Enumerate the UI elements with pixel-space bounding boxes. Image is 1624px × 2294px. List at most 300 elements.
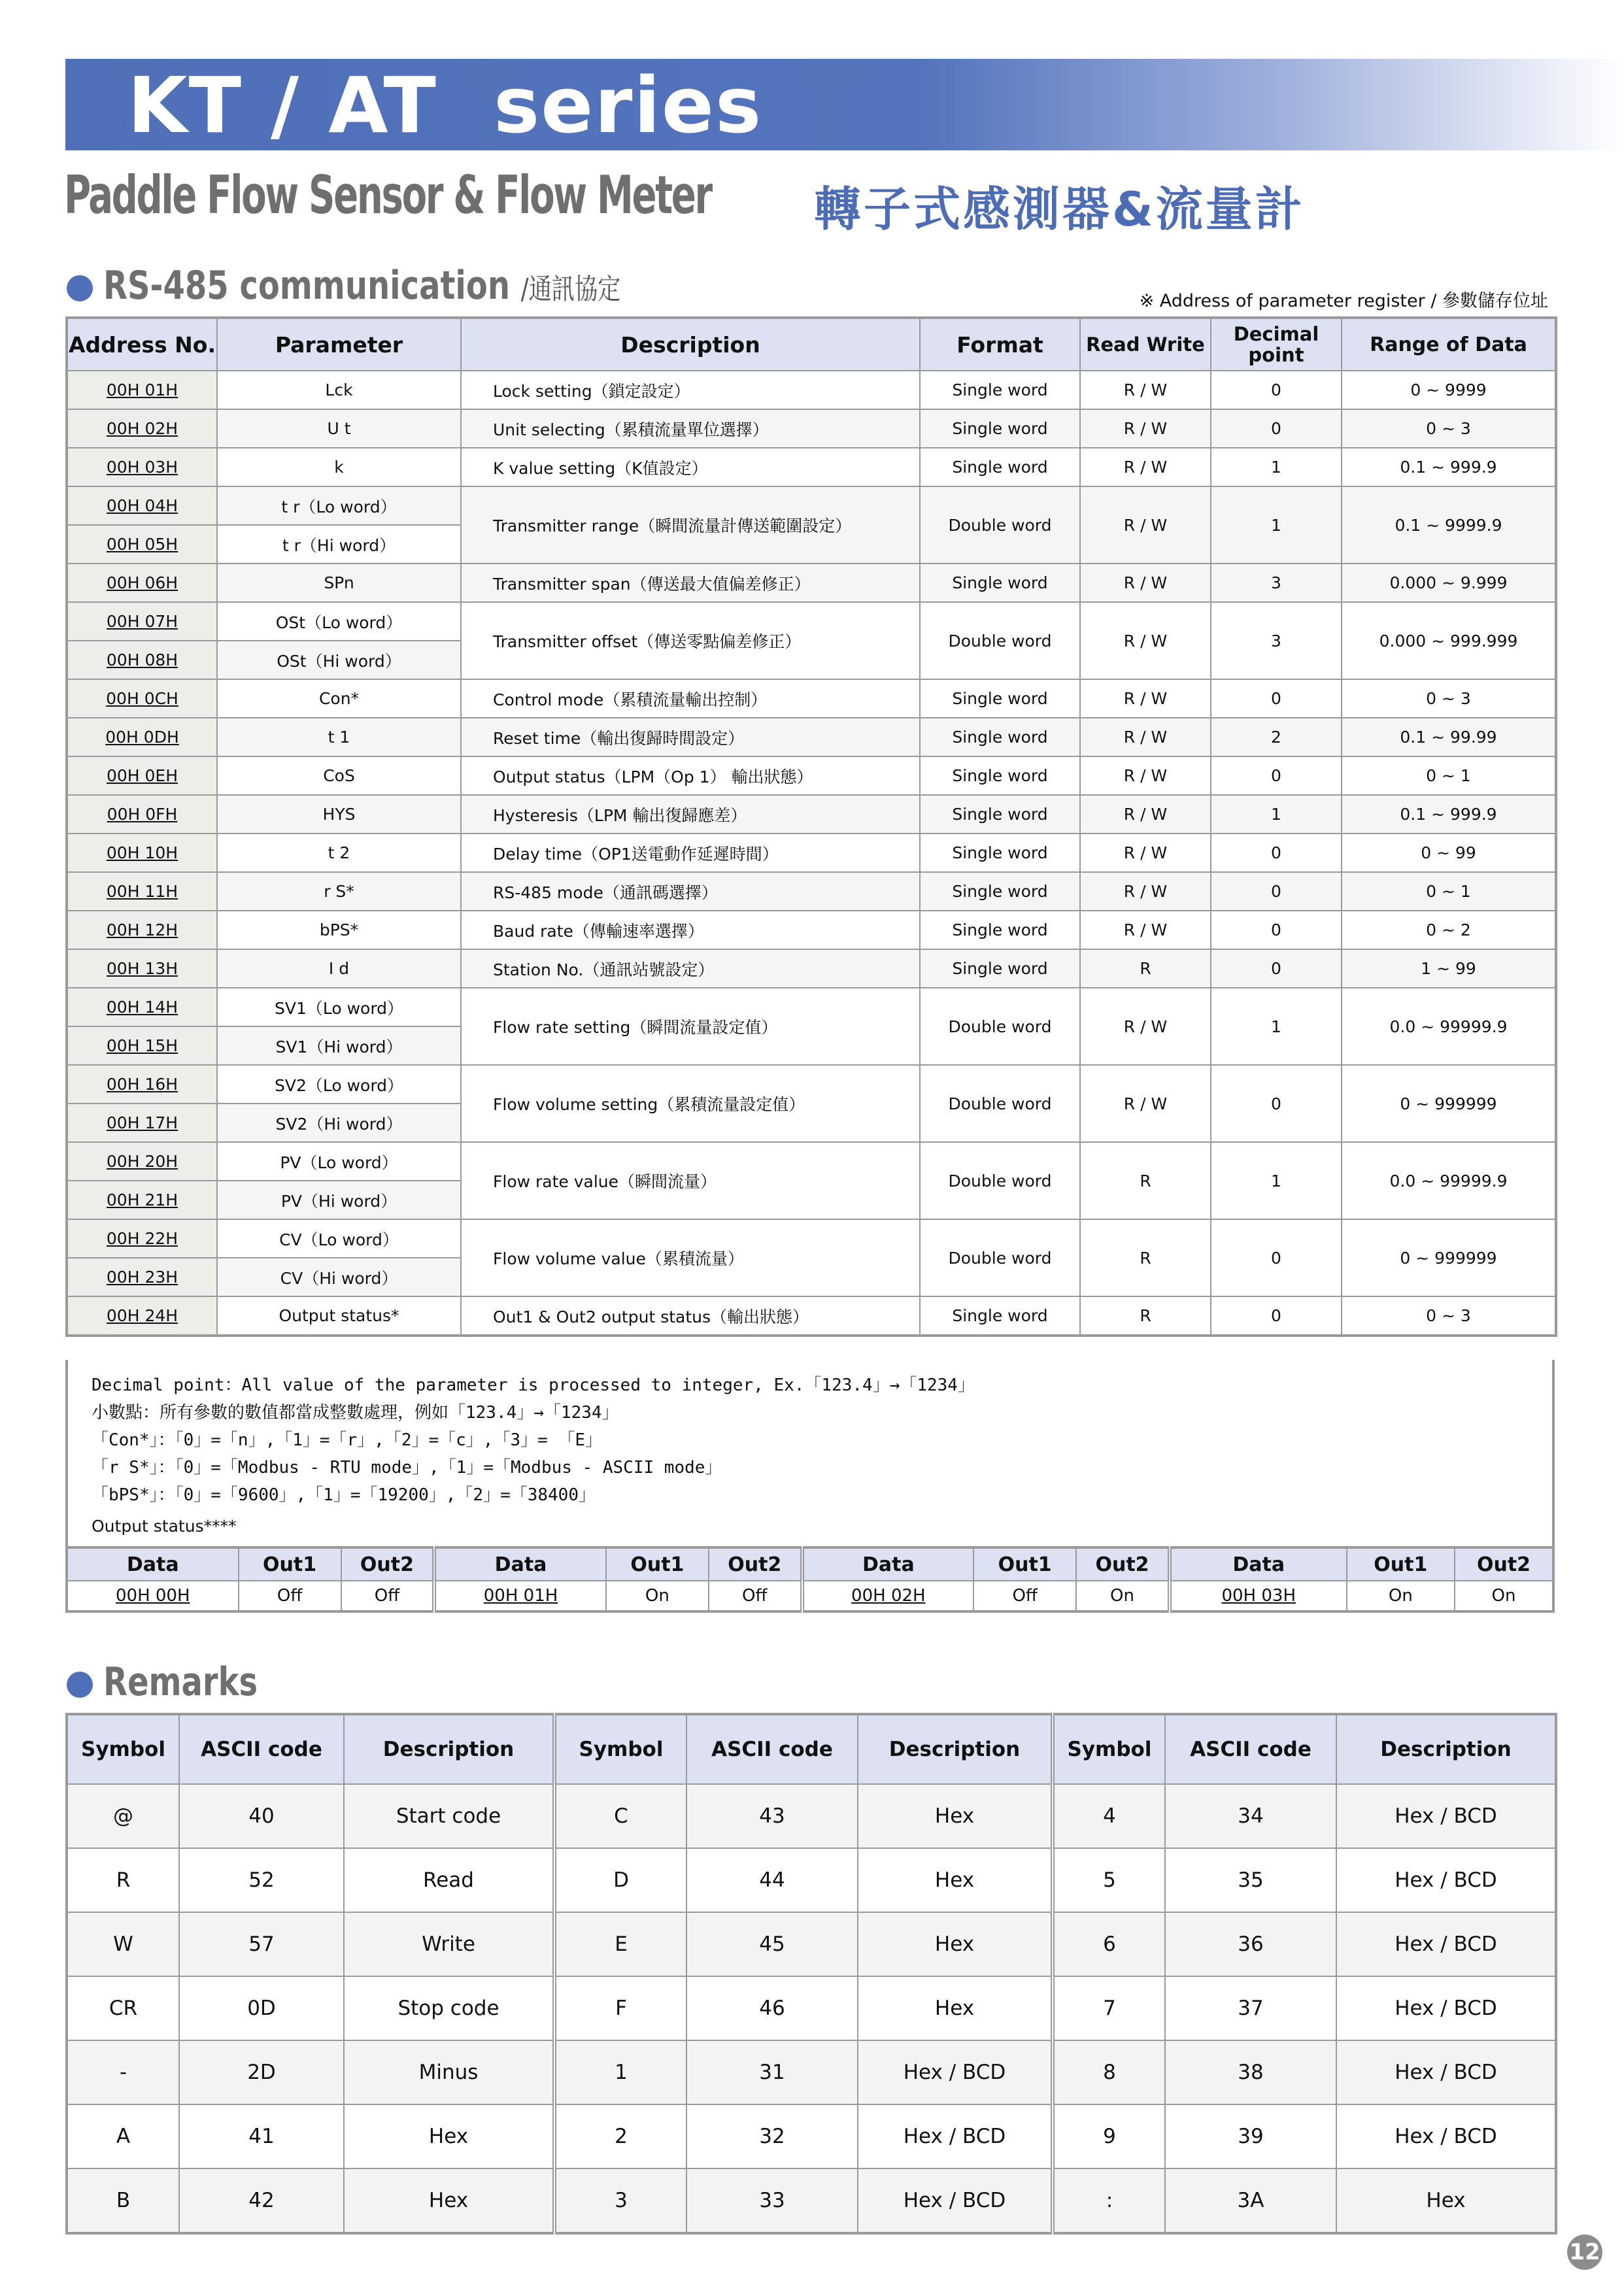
subtitle-zh: 轉子式感測器&流量計: [814, 182, 1305, 237]
remarks-header: [67, 1714, 1556, 1784]
table-row: [67, 1065, 1556, 1104]
table-row: [67, 718, 1556, 756]
symbol-cell: 4: [1053, 1784, 1165, 1848]
output-out2-cell: Off: [709, 1581, 802, 1611]
decimal-cell: 0: [1211, 872, 1342, 911]
address-cell: 00H 14H: [67, 988, 217, 1026]
table-row: [67, 2104, 1556, 2168]
table-row: [67, 371, 1556, 409]
symbol-cell: 6: [1053, 1912, 1165, 1976]
parameter-cell: PV（Lo word）: [217, 1142, 461, 1181]
col-decimal: Decimal point: [1211, 318, 1342, 371]
address-cell: 00H 12H: [67, 911, 217, 949]
table-row: [67, 911, 1556, 949]
ascii-code-cell: 44: [686, 1848, 858, 1912]
notes-block: [65, 1360, 1555, 1548]
table-row: [67, 602, 1556, 641]
output-status-row: [67, 1581, 1553, 1611]
table-row: [67, 872, 1556, 911]
read-write-cell: R: [1080, 1296, 1211, 1336]
description-cell: Hex / BCD: [1336, 2104, 1556, 2168]
range-cell: 0.1 ~ 999.9: [1342, 448, 1556, 486]
symbol-cell: B: [67, 2168, 179, 2233]
symbol-cell: W: [67, 1912, 179, 1976]
format-cell: Single word: [920, 371, 1080, 409]
description-cell: Hex / BCD: [1336, 1848, 1556, 1912]
table-row: [67, 1976, 1556, 2040]
remarks-header-cell: Symbol: [554, 1714, 686, 1784]
remarks-header-cell: Symbol: [67, 1714, 179, 1784]
description-cell: Delay time（OP1送電動作延遲時間）: [461, 834, 920, 872]
range-cell: 0.1 ~ 999.9: [1342, 795, 1556, 834]
description-cell: Hex: [858, 1976, 1053, 2040]
range-cell: 1 ~ 99: [1342, 949, 1556, 988]
col-parameter: Parameter: [217, 318, 461, 371]
range-cell: 0.0 ~ 99999.9: [1342, 988, 1556, 1065]
remarks-table: [65, 1713, 1557, 2235]
parameter-cell: Output status*: [217, 1296, 461, 1336]
parameter-cell: r S*: [217, 872, 461, 911]
symbol-cell: A: [67, 2104, 179, 2168]
description-cell: Hex / BCD: [858, 2040, 1053, 2104]
ascii-code-cell: 45: [686, 1912, 858, 1976]
description-cell: Hex / BCD: [858, 2168, 1053, 2233]
ascii-code-cell: 37: [1165, 1976, 1336, 2040]
format-cell: Single word: [920, 448, 1080, 486]
format-cell: Single word: [920, 409, 1080, 448]
decimal-cell: 3: [1211, 564, 1342, 602]
format-cell: Double word: [920, 988, 1080, 1065]
decimal-cell: 0: [1211, 1065, 1342, 1142]
output-data-cell: 00H 02H: [802, 1581, 974, 1611]
parameter-cell: k: [217, 448, 461, 486]
rs485-title-zh: /通訊協定: [520, 273, 621, 306]
format-cell: Single word: [920, 872, 1080, 911]
output-header-cell: Out2: [341, 1547, 435, 1581]
symbol-cell: 5: [1053, 1848, 1165, 1912]
read-write-cell: R / W: [1080, 911, 1211, 949]
description-cell: Reset time（輸出復歸時間設定）: [461, 718, 920, 756]
description-cell: Hex / BCD: [1336, 2040, 1556, 2104]
ascii-code-cell: 3A: [1165, 2168, 1336, 2233]
col-range: Range of Data: [1342, 318, 1556, 371]
range-cell: 0.000 ~ 999.999: [1342, 602, 1556, 679]
ascii-code-cell: 39: [1165, 2104, 1336, 2168]
symbol-cell: 1: [554, 2040, 686, 2104]
ascii-code-cell: 41: [179, 2104, 344, 2168]
description-cell: Unit selecting（累積流量單位選擇）: [461, 409, 920, 448]
address-cell: 00H 01H: [67, 371, 217, 409]
symbol-cell: -: [67, 2040, 179, 2104]
description-cell: Hex / BCD: [1336, 1912, 1556, 1976]
address-cell: 00H 03H: [67, 448, 217, 486]
output-header-cell: Out1: [1347, 1547, 1455, 1581]
output-header-cell: Out2: [709, 1547, 802, 1581]
description-cell: Start code: [344, 1784, 554, 1848]
read-write-cell: R / W: [1080, 602, 1211, 679]
description-cell: Hex: [858, 1784, 1053, 1848]
decimal-cell: 0: [1211, 409, 1342, 448]
parameter-cell: bPS*: [217, 911, 461, 949]
format-cell: Single word: [920, 564, 1080, 602]
address-cell: 00H 20H: [67, 1142, 217, 1181]
ascii-code-cell: 33: [686, 2168, 858, 2233]
parameter-cell: t r（Lo word）: [217, 486, 461, 525]
address-cell: 00H 11H: [67, 872, 217, 911]
address-cell: 00H 06H: [67, 564, 217, 602]
output-out1-cell: On: [606, 1581, 709, 1611]
read-write-cell: R: [1080, 949, 1211, 988]
read-write-cell: R / W: [1080, 718, 1211, 756]
address-cell: 00H 07H: [67, 602, 217, 641]
note-line: 「Con*」：「0」=「n」,「1」=「r」,「2」=「c」,「3」= 「E」: [92, 1430, 603, 1450]
format-cell: Single word: [920, 795, 1080, 834]
section-bullet-icon: [67, 1672, 93, 1698]
symbol-cell: F: [554, 1976, 686, 2040]
ascii-code-cell: 42: [179, 2168, 344, 2233]
parameter-cell: CV（Lo word）: [217, 1219, 461, 1258]
range-cell: 0 ~ 2: [1342, 911, 1556, 949]
output-out1-cell: On: [1347, 1581, 1455, 1611]
table-row: [67, 949, 1556, 988]
decimal-cell: 3: [1211, 602, 1342, 679]
register-table: [65, 316, 1557, 1337]
symbol-cell: D: [554, 1848, 686, 1912]
range-cell: 0 ~ 99: [1342, 834, 1556, 872]
description-cell: Station No.（通訊站號設定）: [461, 949, 920, 988]
output-header-cell: Out2: [1455, 1547, 1553, 1581]
format-cell: Single word: [920, 718, 1080, 756]
address-cell: 00H 22H: [67, 1219, 217, 1258]
output-header-cell: Out2: [1076, 1547, 1170, 1581]
ascii-code-cell: 46: [686, 1976, 858, 2040]
remarks-header-cell: Description: [344, 1714, 554, 1784]
parameter-cell: SV1（Hi word）: [217, 1026, 461, 1065]
range-cell: 0.1 ~ 99.99: [1342, 718, 1556, 756]
description-cell: Hex / BCD: [1336, 1784, 1556, 1848]
ascii-code-cell: 32: [686, 2104, 858, 2168]
title-banner: [65, 59, 1624, 150]
note-line: 小數點：所有參數的數值都當成整數處理，例如「123.4」→「1234」: [92, 1403, 619, 1423]
table-row: [67, 448, 1556, 486]
description-cell: Transmitter range（瞬間流量計傳送範圍設定）: [461, 486, 920, 564]
parameter-cell: SV1（Lo word）: [217, 988, 461, 1026]
subtitle-en: Paddle Flow Sensor & Flow Meter: [64, 165, 711, 226]
table-row: [67, 2040, 1556, 2104]
description-cell: Flow volume setting（累積流量設定值）: [461, 1065, 920, 1142]
decimal-cell: 2: [1211, 718, 1342, 756]
table-row: [67, 679, 1556, 718]
symbol-cell: 9: [1053, 2104, 1165, 2168]
symbol-cell: :: [1053, 2168, 1165, 2233]
decimal-cell: 0: [1211, 834, 1342, 872]
table-row: [67, 795, 1556, 834]
output-data-cell: 00H 00H: [67, 1581, 239, 1611]
address-cell: 00H 0FH: [67, 795, 217, 834]
description-cell: Stop code: [344, 1976, 554, 2040]
address-cell: 00H 16H: [67, 1065, 217, 1104]
address-cell: 00H 17H: [67, 1104, 217, 1142]
description-cell: Read: [344, 1848, 554, 1912]
address-cell: 00H 0CH: [67, 679, 217, 718]
read-write-cell: R: [1080, 1219, 1211, 1296]
format-cell: Double word: [920, 1065, 1080, 1142]
parameter-cell: SV2（Hi word）: [217, 1104, 461, 1142]
read-write-cell: R / W: [1080, 679, 1211, 718]
table-row: [67, 564, 1556, 602]
format-cell: Double word: [920, 1142, 1080, 1219]
description-cell: Hex: [858, 1848, 1053, 1912]
description-cell: RS-485 mode（通訊碼選擇）: [461, 872, 920, 911]
col-address: Address No.: [67, 318, 217, 371]
address-cell: 00H 05H: [67, 525, 217, 564]
address-cell: 00H 21H: [67, 1181, 217, 1219]
description-cell: Hex: [1336, 2168, 1556, 2233]
symbol-cell: R: [67, 1848, 179, 1912]
remarks-header-cell: Symbol: [1053, 1714, 1165, 1784]
decimal-cell: 0: [1211, 949, 1342, 988]
decimal-cell: 0: [1211, 679, 1342, 718]
output-header-cell: Data: [802, 1547, 974, 1581]
description-cell: Out1 & Out2 output status（輸出狀態）: [461, 1296, 920, 1336]
symbol-cell: 7: [1053, 1976, 1165, 2040]
output-out1-cell: Off: [239, 1581, 341, 1611]
remarks-header-cell: ASCII code: [686, 1714, 858, 1784]
description-cell: Baud rate（傳輸速率選擇）: [461, 911, 920, 949]
register-table-header: [67, 318, 1556, 371]
description-cell: Hex: [858, 1912, 1053, 1976]
table-row: [67, 2168, 1556, 2233]
address-cell: 00H 10H: [67, 834, 217, 872]
rs485-title: RS-485 communication: [103, 263, 511, 309]
ascii-code-cell: 40: [179, 1784, 344, 1848]
read-write-cell: R / W: [1080, 448, 1211, 486]
format-cell: Double word: [920, 486, 1080, 564]
output-data-cell: 00H 01H: [434, 1581, 606, 1611]
description-cell: Flow volume value（累積流量）: [461, 1219, 920, 1296]
read-write-cell: R / W: [1080, 486, 1211, 564]
ascii-code-cell: 34: [1165, 1784, 1336, 1848]
table-row: [67, 1912, 1556, 1976]
output-out2-cell: Off: [341, 1581, 435, 1611]
parameter-cell: Lck: [217, 371, 461, 409]
description-cell: Lock setting（鎖定設定）: [461, 371, 920, 409]
format-cell: Single word: [920, 911, 1080, 949]
read-write-cell: R / W: [1080, 834, 1211, 872]
table-row: [67, 409, 1556, 448]
read-write-cell: R / W: [1080, 1065, 1211, 1142]
address-cell: 00H 0EH: [67, 756, 217, 795]
read-write-cell: R / W: [1080, 409, 1211, 448]
ascii-code-cell: 35: [1165, 1848, 1336, 1912]
range-cell: 0 ~ 3: [1342, 409, 1556, 448]
format-cell: Single word: [920, 1296, 1080, 1336]
output-status-table: [65, 1546, 1555, 1613]
read-write-cell: R / W: [1080, 872, 1211, 911]
page-number: 12: [1567, 2235, 1602, 2270]
range-cell: 0.1 ~ 9999.9: [1342, 486, 1556, 564]
output-out1-cell: Off: [973, 1581, 1076, 1611]
output-header-cell: Data: [434, 1547, 606, 1581]
decimal-cell: 1: [1211, 1142, 1342, 1219]
description-cell: Hex: [344, 2104, 554, 2168]
read-write-cell: R / W: [1080, 371, 1211, 409]
table-row: [67, 486, 1556, 525]
format-cell: Single word: [920, 834, 1080, 872]
description-cell: Control mode（累積流量輸出控制）: [461, 679, 920, 718]
range-cell: 0 ~ 3: [1342, 679, 1556, 718]
format-cell: Single word: [920, 756, 1080, 795]
range-cell: 0 ~ 1: [1342, 756, 1556, 795]
decimal-cell: 0: [1211, 911, 1342, 949]
remarks-header-cell: ASCII code: [1165, 1714, 1336, 1784]
ascii-code-cell: 52: [179, 1848, 344, 1912]
range-cell: 0 ~ 1: [1342, 872, 1556, 911]
symbol-cell: @: [67, 1784, 179, 1848]
description-cell: Transmitter offset（傳送零點偏差修正）: [461, 602, 920, 679]
output-header-cell: Out1: [239, 1547, 341, 1581]
address-cell: 00H 13H: [67, 949, 217, 988]
output-header-cell: Out1: [973, 1547, 1076, 1581]
read-write-cell: R / W: [1080, 756, 1211, 795]
table-row: [67, 756, 1556, 795]
address-cell: 00H 15H: [67, 1026, 217, 1065]
output-header-cell: Data: [1170, 1547, 1347, 1581]
table-row: [67, 1219, 1556, 1258]
symbol-cell: 8: [1053, 2040, 1165, 2104]
format-cell: Single word: [920, 949, 1080, 988]
parameter-cell: t 2: [217, 834, 461, 872]
remarks-header-cell: Description: [858, 1714, 1053, 1784]
description-cell: Transmitter span（傳送最大值偏差修正）: [461, 564, 920, 602]
symbol-cell: CR: [67, 1976, 179, 2040]
range-cell: 0 ~ 999999: [1342, 1219, 1556, 1296]
decimal-cell: 0: [1211, 1296, 1342, 1336]
output-out2-cell: On: [1455, 1581, 1553, 1611]
range-cell: 0 ~ 3: [1342, 1296, 1556, 1336]
remarks-header-cell: ASCII code: [179, 1714, 344, 1784]
read-write-cell: R / W: [1080, 988, 1211, 1065]
range-cell: 0.000 ~ 9.999: [1342, 564, 1556, 602]
description-cell: Hex / BCD: [1336, 1976, 1556, 2040]
col-read-write: Read Write: [1080, 318, 1211, 371]
decimal-cell: 1: [1211, 448, 1342, 486]
parameter-cell: SV2（Lo word）: [217, 1065, 461, 1104]
parameter-cell: CV（Hi word）: [217, 1258, 461, 1296]
parameter-cell: OSt（Lo word）: [217, 602, 461, 641]
read-write-cell: R / W: [1080, 795, 1211, 834]
output-status-label: Output status****: [92, 1517, 237, 1536]
decimal-cell: 0: [1211, 371, 1342, 409]
output-header-cell: Out1: [606, 1547, 709, 1581]
format-cell: Double word: [920, 1219, 1080, 1296]
description-cell: Hex / BCD: [858, 2104, 1053, 2168]
table-row: [67, 1142, 1556, 1181]
output-out2-cell: On: [1076, 1581, 1170, 1611]
format-cell: Double word: [920, 602, 1080, 679]
decimal-cell: 1: [1211, 486, 1342, 564]
description-cell: Flow rate setting（瞬間流量設定值）: [461, 988, 920, 1065]
parameter-cell: I d: [217, 949, 461, 988]
parameter-cell: t r（Hi word）: [217, 525, 461, 564]
description-cell: K value setting（K值設定）: [461, 448, 920, 486]
rs485-section-title: [103, 263, 620, 309]
address-cell: 00H 08H: [67, 641, 217, 679]
description-cell: Write: [344, 1912, 554, 1976]
parameter-cell: HYS: [217, 795, 461, 834]
decimal-cell: 1: [1211, 795, 1342, 834]
col-format: Format: [920, 318, 1080, 371]
address-cell: 00H 02H: [67, 409, 217, 448]
range-cell: 0 ~ 999999: [1342, 1065, 1556, 1142]
parameter-cell: SPn: [217, 564, 461, 602]
col-description: Description: [461, 318, 920, 371]
description-cell: Minus: [344, 2040, 554, 2104]
table-row: [67, 834, 1556, 872]
symbol-cell: 3: [554, 2168, 686, 2233]
series-title: KT / AT series: [127, 60, 763, 150]
address-cell: 00H 04H: [67, 486, 217, 525]
output-header-cell: Data: [67, 1547, 239, 1581]
ascii-code-cell: 36: [1165, 1912, 1336, 1976]
table-row: [67, 1296, 1556, 1336]
ascii-code-cell: 38: [1165, 2040, 1336, 2104]
description-cell: Flow rate value（瞬間流量）: [461, 1142, 920, 1219]
table-row: [67, 1784, 1556, 1848]
register-note: ※ Address of parameter register / 參數儲存位址: [1139, 291, 1548, 311]
output-data-cell: 00H 03H: [1170, 1581, 1347, 1611]
range-cell: 0 ~ 9999: [1342, 371, 1556, 409]
ascii-code-cell: 57: [179, 1912, 344, 1976]
table-row: [67, 988, 1556, 1026]
note-line: 「bPS*」：「0」=「9600」,「1」=「19200」,「2」=「38400」: [92, 1485, 596, 1505]
parameter-cell: U t: [217, 409, 461, 448]
description-cell: Hysteresis（LPM 輸出復歸應差）: [461, 795, 920, 834]
parameter-cell: t 1: [217, 718, 461, 756]
note-line: 「r S*」：「0」=「Modbus - RTU mode」,「1」=「Modbus - ASCII mode」: [92, 1458, 722, 1477]
decimal-cell: 0: [1211, 756, 1342, 795]
description-cell: Output status（LPM（Op 1） 輸出狀態）: [461, 756, 920, 795]
remarks-header-cell: Description: [1336, 1714, 1556, 1784]
decimal-cell: 1: [1211, 988, 1342, 1065]
address-cell: 00H 24H: [67, 1296, 217, 1336]
address-cell: 00H 0DH: [67, 718, 217, 756]
read-write-cell: R / W: [1080, 564, 1211, 602]
read-write-cell: R: [1080, 1142, 1211, 1219]
parameter-cell: Con*: [217, 679, 461, 718]
decimal-cell: 0: [1211, 1219, 1342, 1296]
address-cell: 00H 23H: [67, 1258, 217, 1296]
parameter-cell: PV（Hi word）: [217, 1181, 461, 1219]
ascii-code-cell: 31: [686, 2040, 858, 2104]
parameter-cell: CoS: [217, 756, 461, 795]
remarks-title: Remarks: [103, 1659, 258, 1705]
range-cell: 0.0 ~ 99999.9: [1342, 1142, 1556, 1219]
ascii-code-cell: 43: [686, 1784, 858, 1848]
output-status-header: [67, 1547, 1553, 1581]
format-cell: Single word: [920, 679, 1080, 718]
ascii-code-cell: 2D: [179, 2040, 344, 2104]
ascii-code-cell: 0D: [179, 1976, 344, 2040]
note-line: Decimal point：All value of the parameter is processed to integer, Ex.「123.4」→「1234」: [92, 1375, 975, 1395]
section-bullet-icon: [67, 275, 93, 301]
symbol-cell: E: [554, 1912, 686, 1976]
symbol-cell: C: [554, 1784, 686, 1848]
parameter-cell: OSt（Hi word）: [217, 641, 461, 679]
symbol-cell: 2: [554, 2104, 686, 2168]
table-row: [67, 1848, 1556, 1912]
description-cell: Hex: [344, 2168, 554, 2233]
